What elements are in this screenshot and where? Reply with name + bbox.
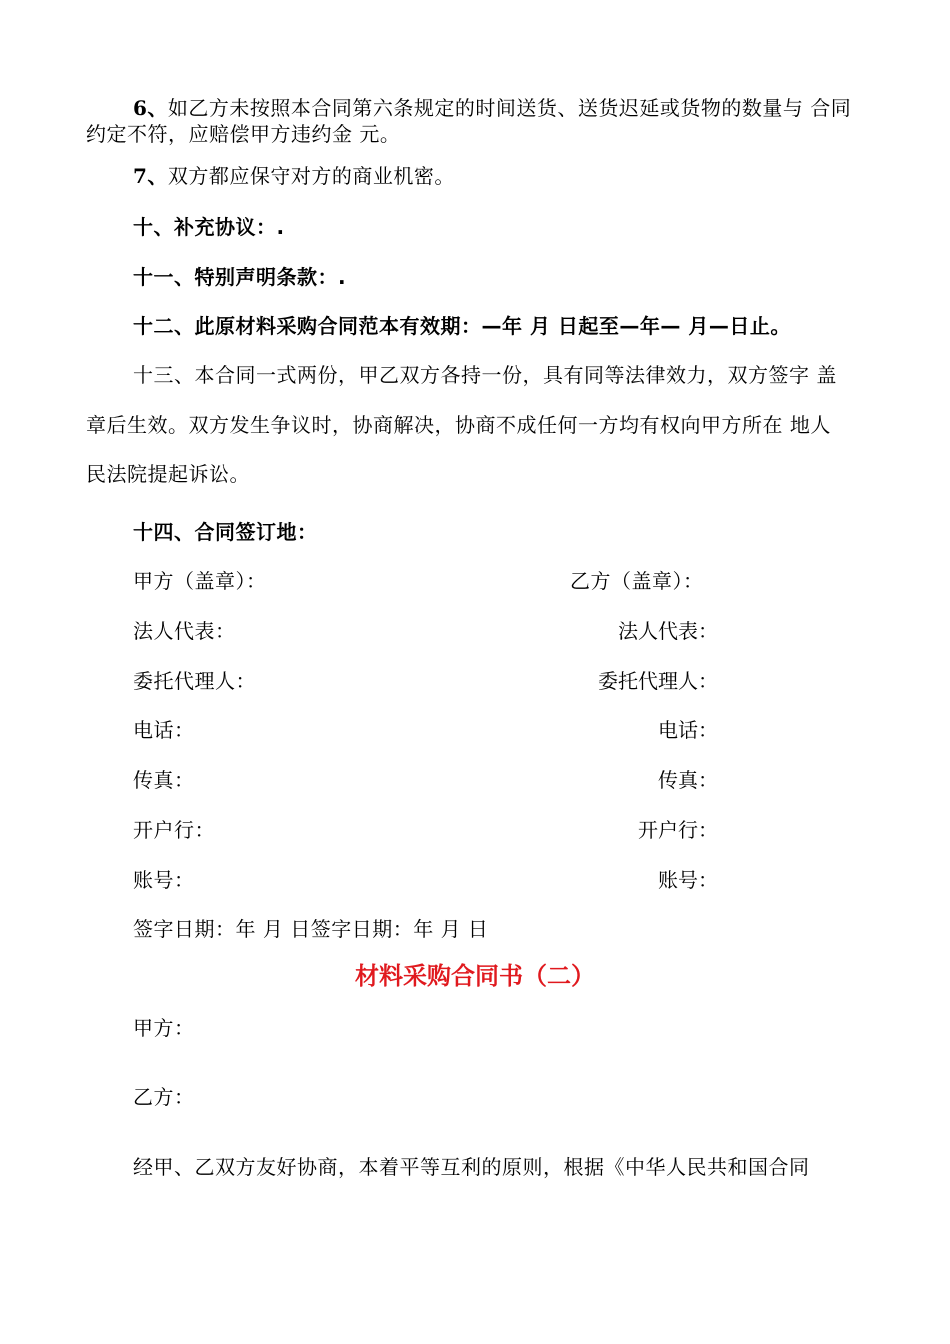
section-13-line-1: 十三、本合同一式两份，甲乙双方各持一份，具有同等法律效力，双方签字 盖 <box>133 363 837 387</box>
clause-6-number: 6、 <box>133 96 168 120</box>
clause-6-line-2: 约定不符，应赔偿甲方违约金 元。 <box>86 122 401 146</box>
party-a-agent-label: 委托代理人： <box>133 669 256 693</box>
party-a-legal-rep-label: 法人代表： <box>133 619 236 643</box>
contract-2-intro: 经甲、乙双方友好协商，本着平等互利的原则，根据《中华人民共和国合同 <box>133 1155 810 1179</box>
party-b-phone-label: 电话： <box>658 718 718 742</box>
party-b-seal-label: 乙方（盖章）： <box>570 569 704 593</box>
clause-7-text: 双方都应保守对方的商业机密。 <box>167 164 455 188</box>
contract-2-party-a-label: 甲方： <box>133 1016 195 1040</box>
party-b-agent-label: 委托代理人： <box>598 669 718 693</box>
party-a-seal-label: 甲方（盖章）： <box>133 569 267 593</box>
party-b-legal-rep-label: 法人代表： <box>618 619 718 643</box>
party-a-bank-label: 开户行： <box>133 818 215 842</box>
party-a-fax-label: 传真： <box>133 768 195 792</box>
party-a-phone-label: 电话： <box>133 718 195 742</box>
section-11-heading: 十一、特别声明条款：. <box>133 265 347 289</box>
section-12-heading: 十二、此原材料采购合同范本有效期：—年 月 日起至—年— 月—日止。 <box>133 314 791 338</box>
party-b-bank-label: 开户行： <box>638 818 718 842</box>
section-13-line-2: 章后生效。双方发生争议时，协商解决，协商不成任何一方均有权向甲方所在 地人 <box>86 413 831 437</box>
signing-date-line: 签字日期：年 月 日签字日期：年 月 日 <box>133 917 489 941</box>
party-b-fax-label: 传真： <box>658 768 718 792</box>
section-13-line-3: 民法院提起诉讼。 <box>86 462 250 486</box>
clause-6-line-1 <box>133 96 879 120</box>
section-14-heading: 十四、合同签订地： <box>133 520 318 544</box>
contract-2-title: 材料采购合同书（二） <box>355 962 595 990</box>
party-b-account-label: 账号： <box>658 868 718 892</box>
party-a-account-label: 账号： <box>133 868 195 892</box>
section-10-heading: 十、补充协议：. <box>133 215 285 239</box>
clause-7-number: 7、 <box>133 164 168 188</box>
clause-7 <box>133 164 455 188</box>
clause-6-text-1: 如乙方未按照本合同第六条规定的时间送货、送货迟延或货物的数量与 合同 <box>167 96 852 120</box>
contract-2-party-b-label: 乙方： <box>133 1085 195 1109</box>
